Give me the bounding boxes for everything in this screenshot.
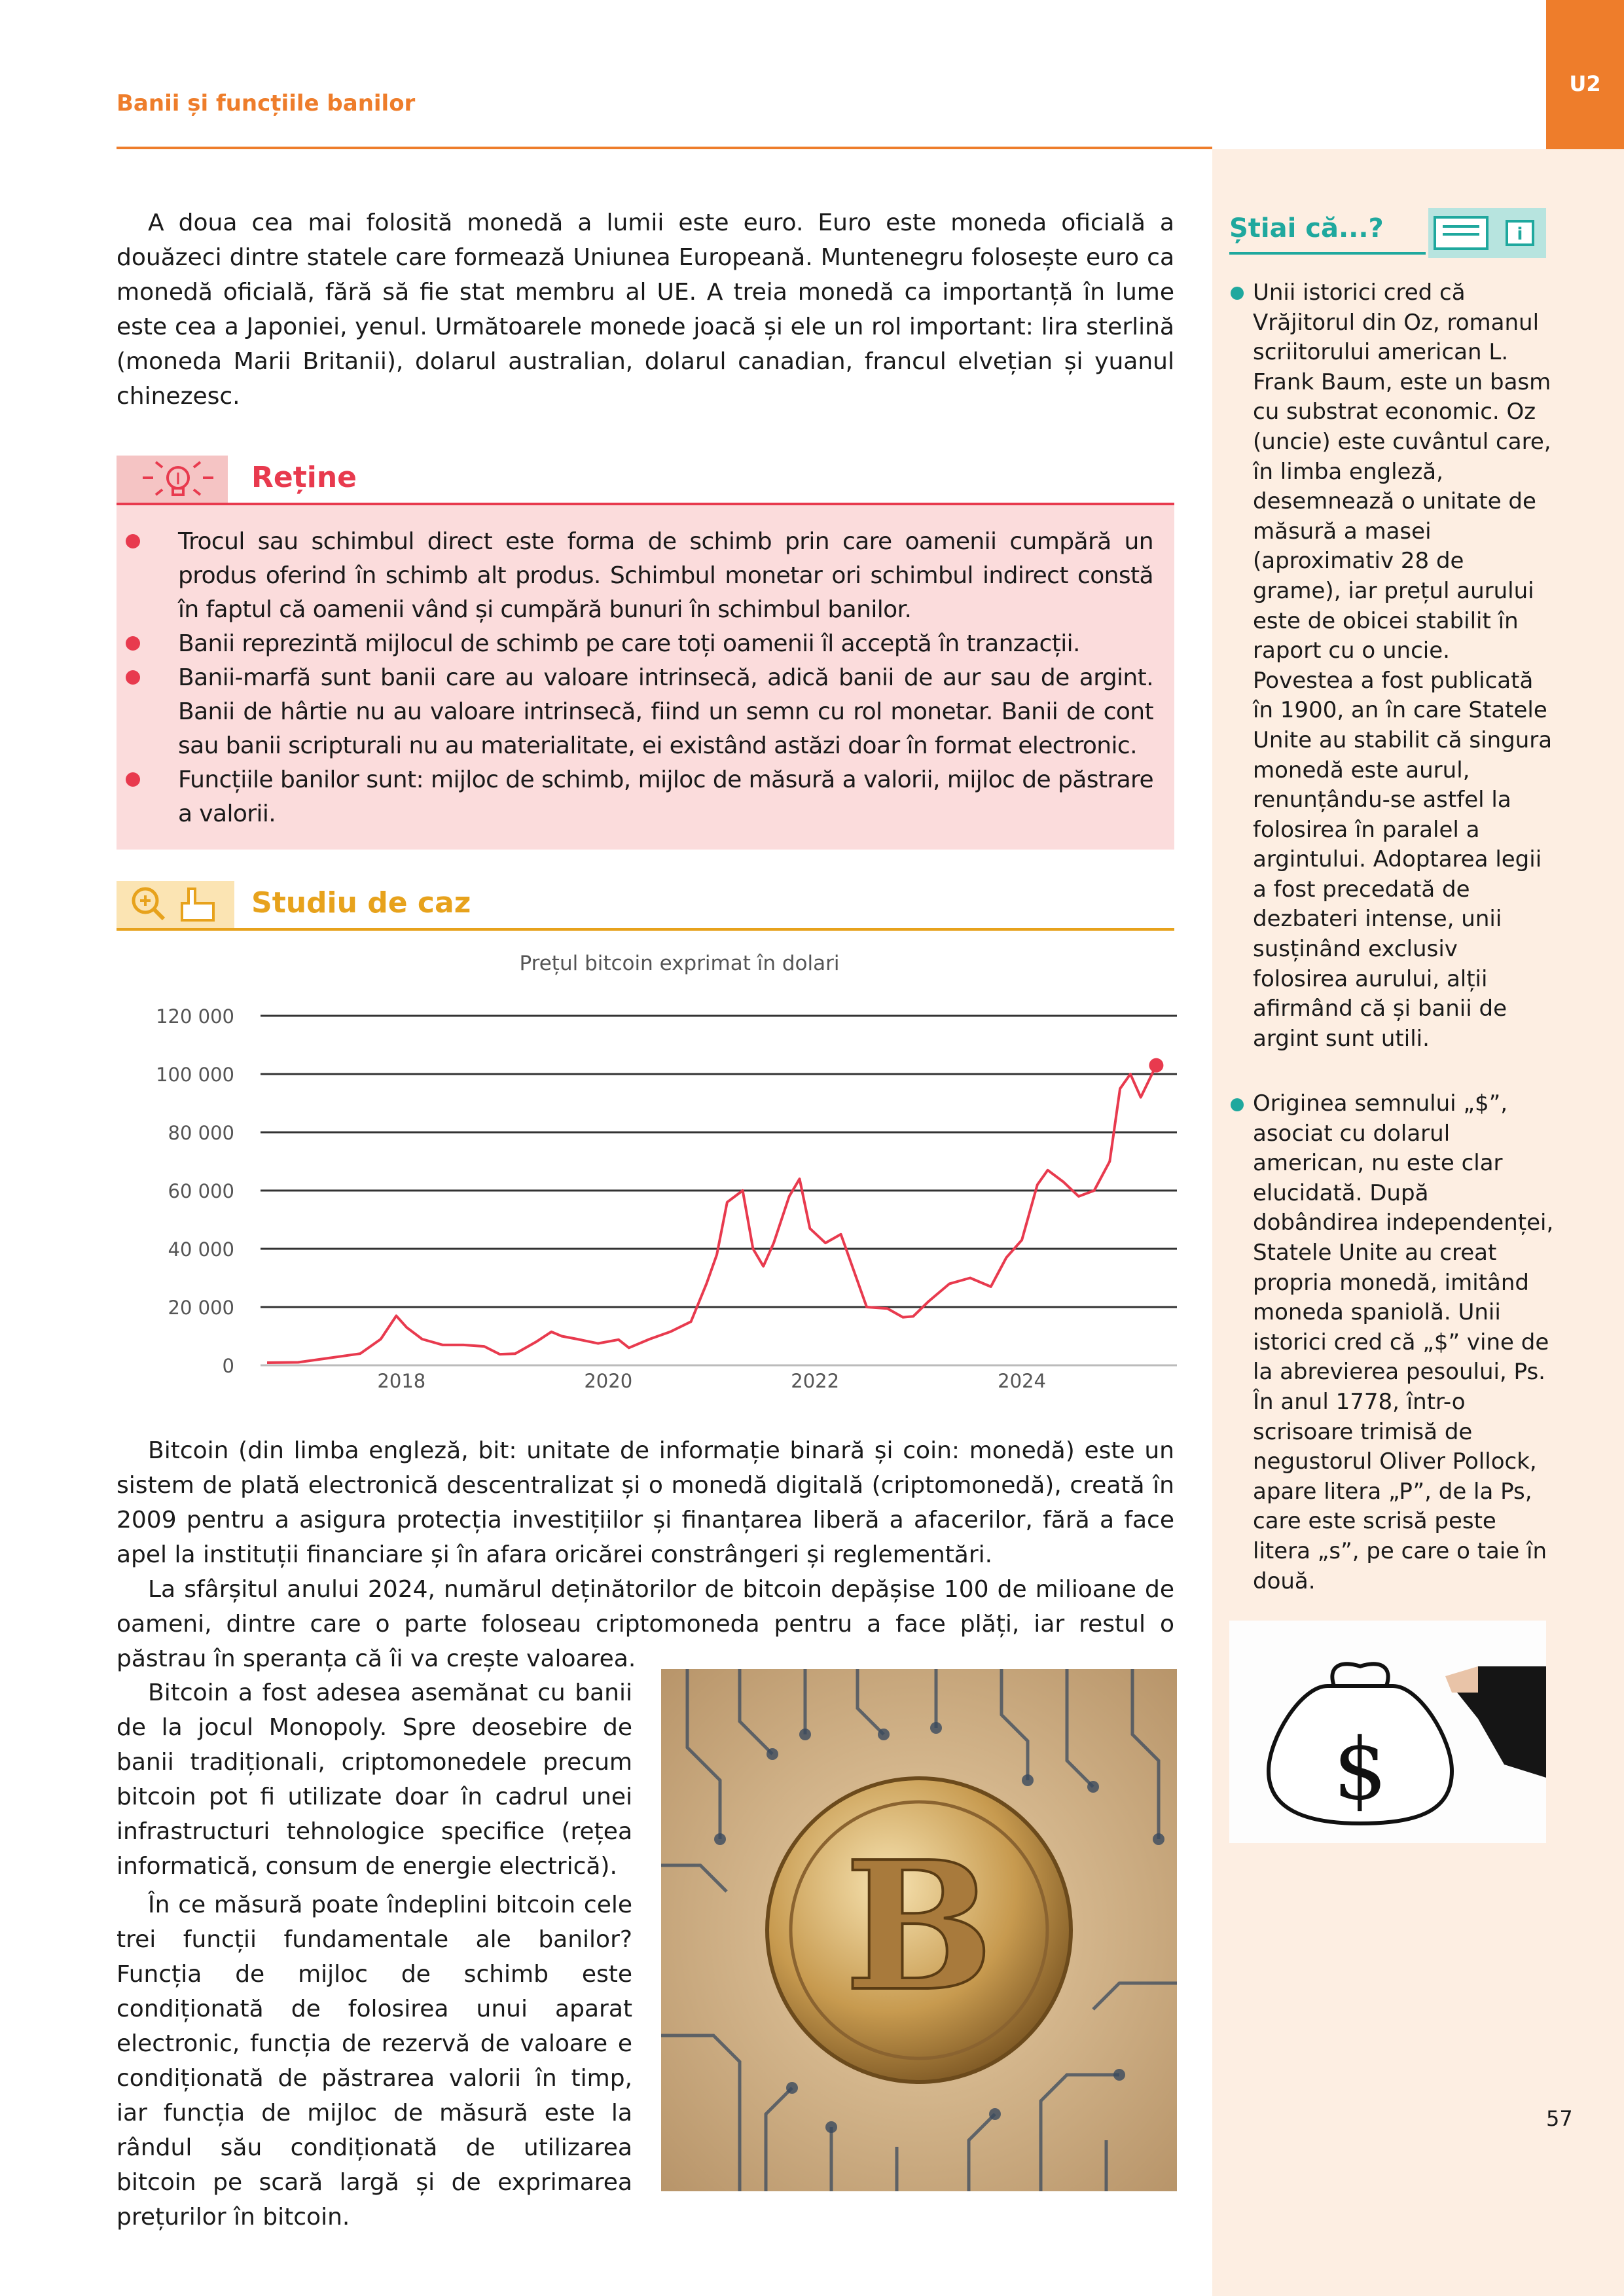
svg-text:i: i [1517, 224, 1523, 244]
sidebar-title-underline [1229, 252, 1426, 255]
dollar-sign: $ [1333, 1719, 1388, 1819]
y-tick-label: 60 000 [168, 1180, 234, 1202]
magnifier-hand-icon [117, 881, 234, 928]
x-tick-label: 2022 [791, 1370, 840, 1392]
monopoly-paragraph: Bitcoin a fost adesea asemănat cu banii de la jocul Monopoly. Spre deosebire de banii tradiționali, criptomonedele precum bitcoin pot fi utilizate doar în cadrul unei infrastructuri tehnologice specifice (rețea informatică, consum de energie electrică). [117, 1679, 632, 1880]
bullet-dot [126, 636, 140, 651]
header-divider [117, 147, 1212, 149]
sidebar-fact-oz: Unii istorici cred că Vrăjitorul din Oz, romanul scriitorului american L. Frank Baum, este un basm cu substrat economic. Oz (uncie) este cuvântul care, în limba engleză, desemnează o unitate de măsură a masei (aproximativ 28 de grame), iar prețul aurului este de obicei stabilit în raport cu o uncie. Povestea a fost publicată în 1900, an în care Statele Unite au stabilit că singura monedă este aurul, renunțându-se astfel la folosirea în paralel a argintului. Adoptarea legii a fost precedată de dezbateri intense, unii susținând exclusiv folosirea aurului, alții afirmând că și banii de argint sunt utili. [1253, 279, 1553, 1052]
studiu-header [117, 881, 1174, 931]
sidebar-title: Știai că...? [1229, 213, 1384, 243]
holders-paragraph: La sfârșitul anului 2024, numărul deținătorilor de bitcoin depășise 100 de milioane de oameni, dintre care o parte foloseau criptomoneda pentru a face plăți, iar restul o păstrau în speranța că îi va crește valoarea. [117, 1576, 1174, 1672]
studiu-title: Studiu de caz [251, 886, 471, 920]
retin-title: Reține [251, 461, 357, 494]
retin-item: Funcțiile banilor sunt: mijloc de schimb, mijloc de măsură a valorii, mijloc de păstrare a valorii. [178, 766, 1153, 827]
info-books-icon [1428, 208, 1546, 258]
retin-item: Banii-marfă sunt banii care au valoare intrinsecă, adică banii de aur sau de argint. Banii de hârtie nu au valoare intrinsecă, fiind un semn cu rol monetar. Banii de cont sau banii scripturali nu au materialitate, ei existând astăzi doar în format electronic. [178, 664, 1153, 759]
sidebar-bullet [1231, 1098, 1244, 1111]
bullet-dot [126, 534, 140, 548]
bullet-dot [126, 670, 140, 685]
question-paragraph: În ce măsură poate îndeplini bitcoin cele trei funcții fundamentale ale banilor? Funcția de mijloc de schimb este condiționată de folosirea unui aparat electronic, funcția de rezervă de valoare e condiționată de păstrarea valorii în timp, iar funcția de mijloc de măsură este la rândul său condiționată de utilizarea bitcoin pe scară largă și de exprimarea prețurilor în bitcoin. [117, 1892, 632, 2231]
retin-header [117, 456, 1174, 505]
chapter-title: Banii și funcțiile banilor [117, 90, 416, 117]
y-tick-label: 40 000 [168, 1238, 234, 1261]
lightbulb-icon [117, 456, 228, 503]
bitcoin-definition-paragraph: Bitcoin (din limba engleză, bit: unitate de informație binară și coin: monedă) este un sistem de plată electronică descentralizat și o monedă digitală (criptomonedă), creată în 2009 pentru a asigura protecția investițiilor și finanțarea liberă a afacerilor, fără a face apel la instituții financiare și în afara oricărei constrângeri și reglementări. [117, 1437, 1174, 1568]
bitcoin-symbol: B [844, 1822, 994, 2030]
y-tick-label: 20 000 [168, 1297, 234, 1319]
chart-title: Prețul bitcoin exprimat în dolari [519, 952, 840, 975]
y-tick-label: 120 000 [156, 1005, 234, 1028]
page-number: 57 [1546, 2106, 1573, 2131]
y-tick-label: 80 000 [168, 1122, 234, 1144]
sidebar-bullet [1231, 287, 1244, 300]
x-tick-label: 2018 [377, 1370, 426, 1392]
retin-item: Trocul sau schimbul direct este forma de schimb prin care oamenii cumpără un produs oferind în schimb alt produs. Schimbul monetar ori schimbul indirect constă în faptul că oamenii vând și cumpără bunuri în schimbul banilor. [178, 528, 1153, 623]
bitcoin-price-chart [117, 942, 1190, 1394]
bitcoin-coin-image [661, 1669, 1177, 2191]
y-tick-label: 0 [222, 1355, 234, 1377]
sidebar-fact-dollar: Originea semnului „$”, asociat cu dolarul american, nu este clar elucidată. După dobândirea independenței, Statele Unite au creat propria monedă, imitând moneda spaniolă. Unii istorici cred că „$” vine de la abrevierea pesoului, Ps. În anul 1778, într-o scrisoare trimisă de negustorul Oliver Pollock, apare litera „P”, de la Ps, care este scrisă peste litera „s”, pe care o taie în două. [1253, 1090, 1554, 1594]
retin-item: Banii reprezintă mijlocul de schimb pe care toți oamenii îl acceptă în tranzacții. [178, 630, 1080, 657]
money-bag-drawing [1229, 1621, 1546, 1843]
unit-tab: U2 [1546, 0, 1624, 149]
latest-price-point [1149, 1058, 1163, 1073]
price-series-line [267, 1066, 1156, 1363]
retin-box [117, 505, 1174, 850]
x-tick-label: 2020 [584, 1370, 633, 1392]
y-tick-label: 100 000 [156, 1064, 234, 1086]
x-tick-label: 2024 [998, 1370, 1046, 1392]
intro-paragraph: A doua cea mai folosită monedă a lumii este euro. Euro este moneda oficială a douăzeci dintre statele care formează Uniunea Europeană. Muntenegru folosește euro ca monedă oficială, fără să fie stat membru al UE. A treia monedă ca importanță în lume este cea a Japoniei, yenul. Următoarele monede joacă și ele un rol important: lira sterlină (moneda Marii Britanii), dolarul australian, dolarul canadian, francul elvețian și yuanul chinezesc. [117, 209, 1174, 410]
bullet-dot [126, 772, 140, 787]
